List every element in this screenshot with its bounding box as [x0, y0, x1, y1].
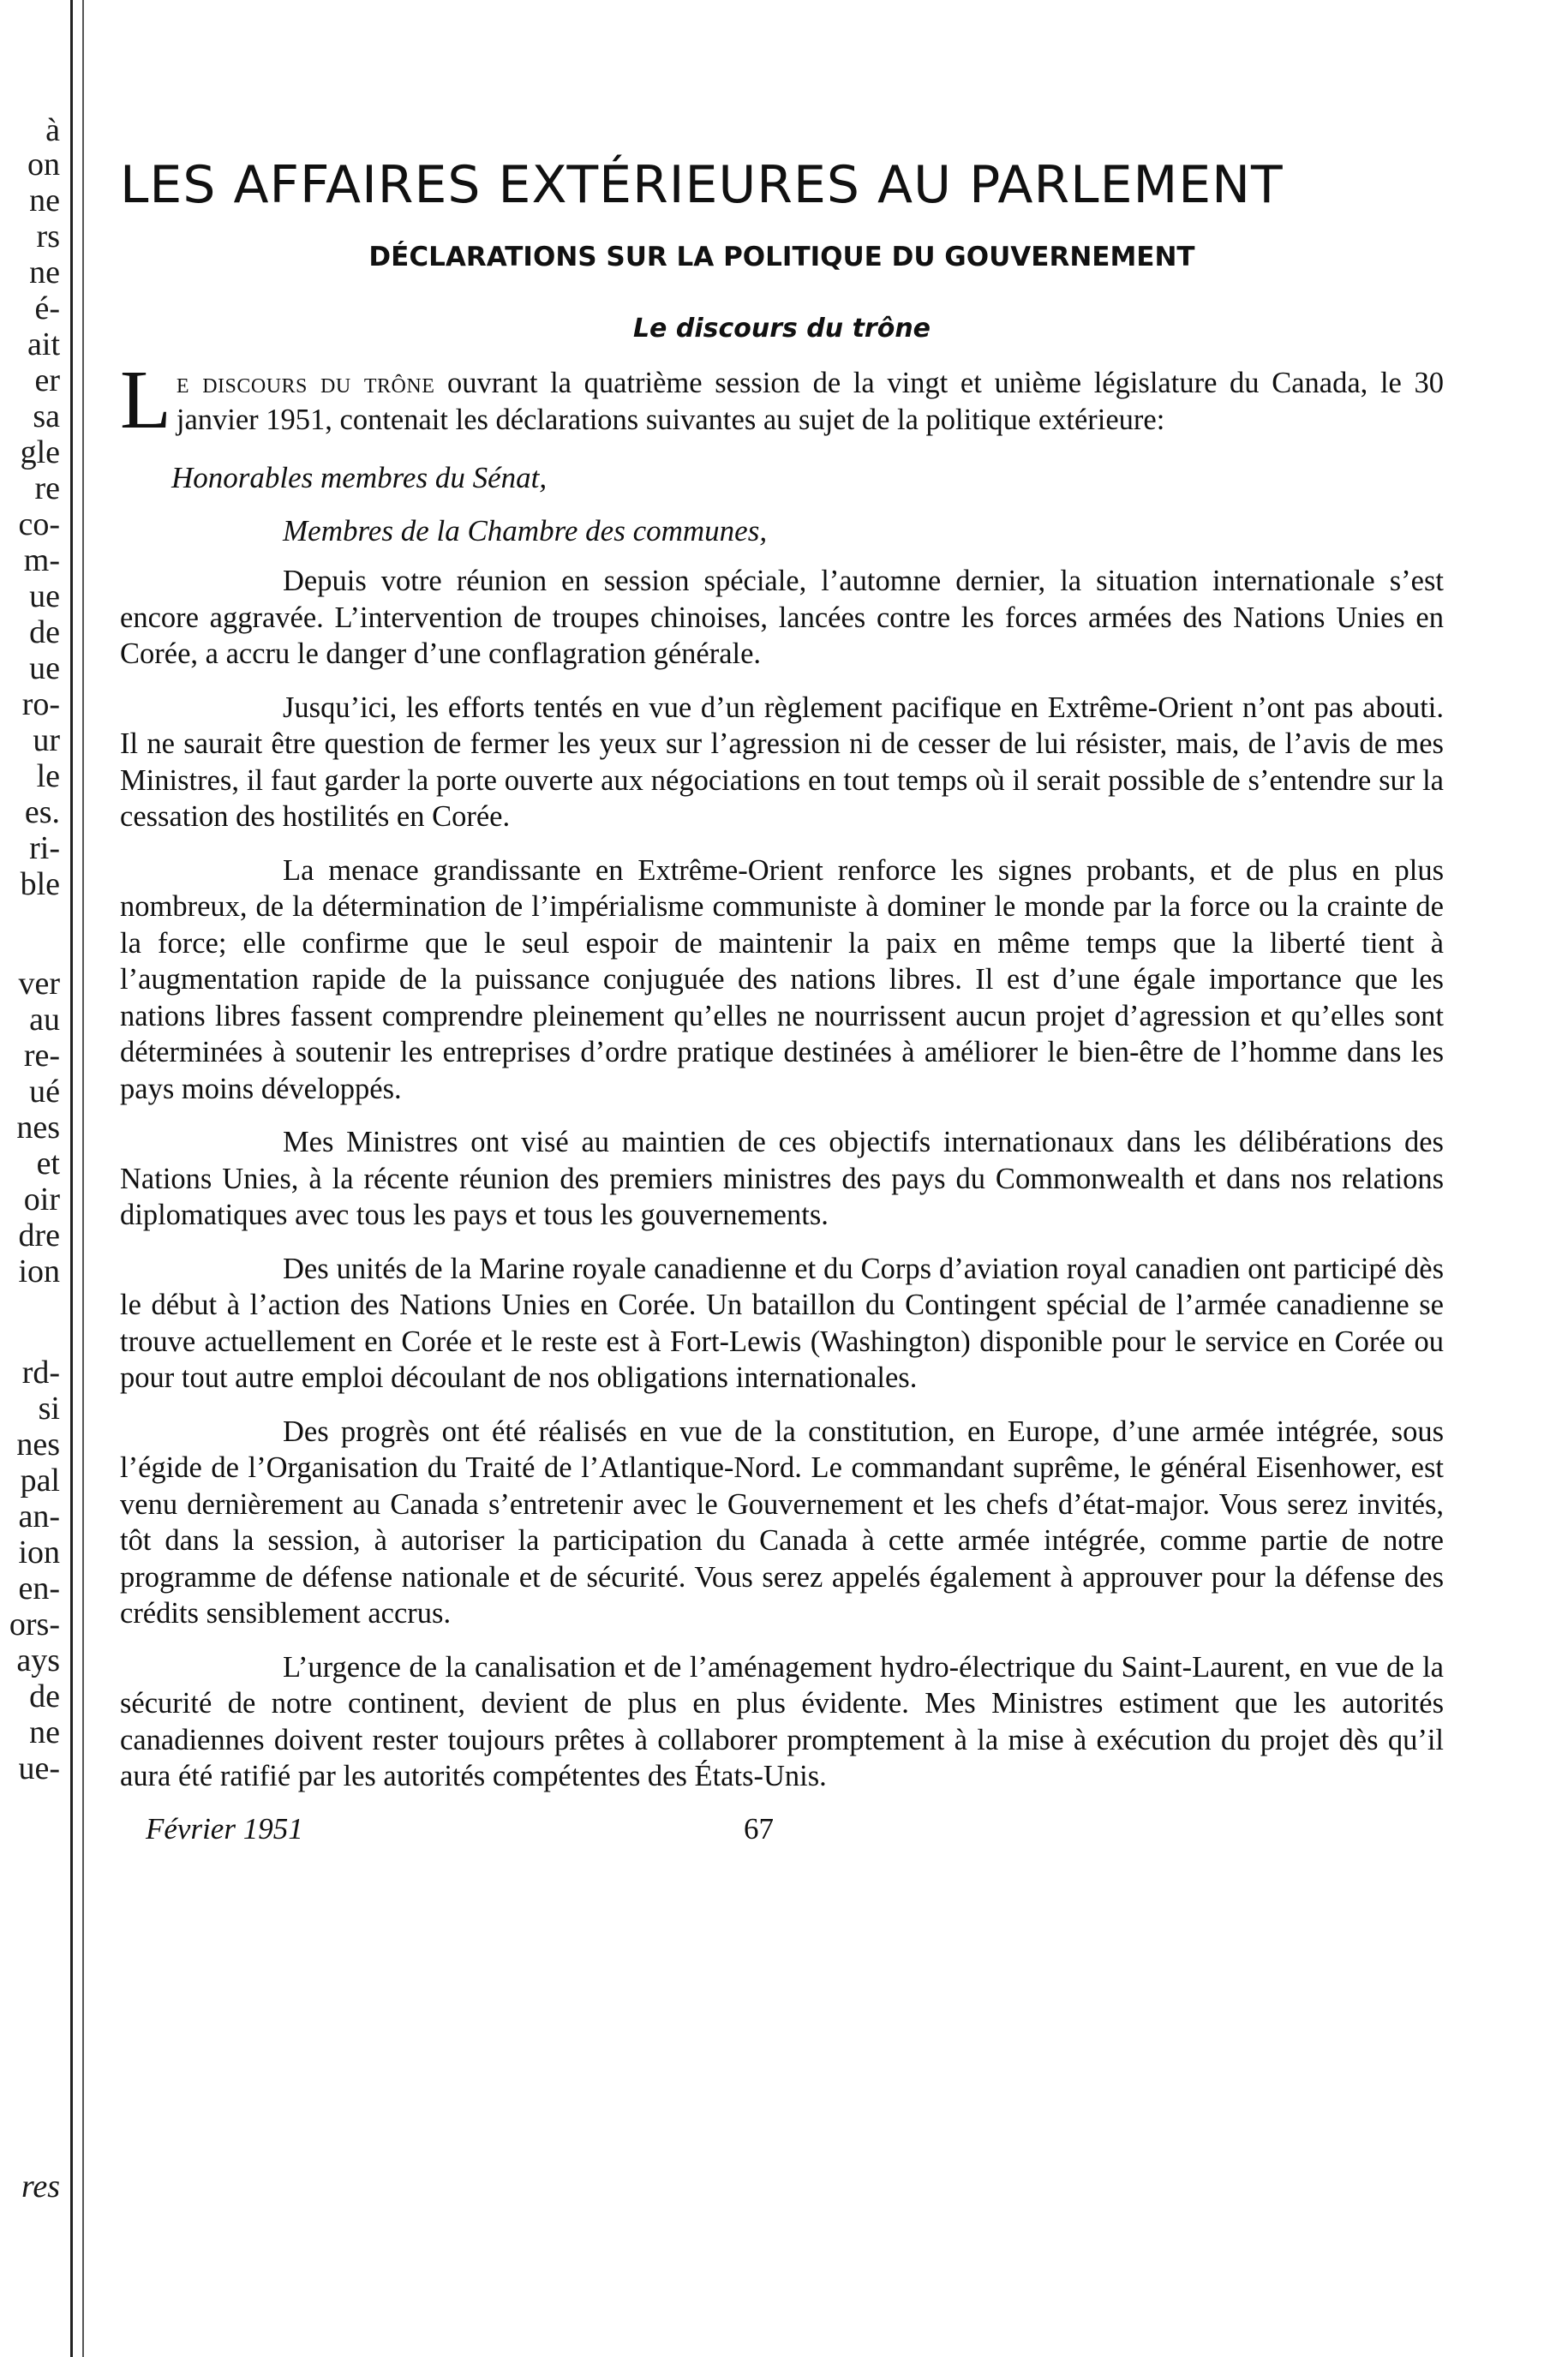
fragment: ble — [20, 866, 60, 902]
fragment: es. — [24, 794, 60, 830]
fragment: ait — [27, 326, 60, 362]
fragment: er — [34, 362, 60, 398]
fragment: é- — [34, 290, 60, 326]
page-title: LES AFFAIRES EXTÉRIEURES AU PARLEMENT — [120, 155, 1284, 215]
lead-smallcaps: e discours du trône — [176, 367, 435, 399]
fragment: res — [21, 2169, 60, 2204]
fragment: rs — [36, 218, 60, 254]
paragraph: La menace grandissante en Extrême-Orient renforce les signes probants, et de plus en plus nombreux, de la détermination de l’impérialisme communiste à dominer le monde par la force ou la crainte de la force; elle confirme que le seul espoir de maintenir la paix en même temps que la liberté tient à l’augmentation rapide de la puissance conjuguée des nations libres. Il est d’une égale importance que les nations libres fassent comprendre pleinement qu’elles ne nourrissent aucun projet d’agression et qu’elles sont déterminées à soutenir les entreprises d’ordre pratique destinées à améliorer le bien-être de l’homme dans les pays moins développés. — [120, 853, 1444, 1105]
fragment: en- — [18, 1570, 60, 1606]
fragment: ion — [18, 1534, 60, 1570]
page — [120, 129, 1444, 1855]
page-footer — [120, 1812, 1444, 1855]
fragment: rd- — [21, 1355, 60, 1391]
fragment: ors- — [9, 1606, 60, 1642]
drop-cap: L — [120, 354, 171, 446]
fragment: re — [34, 470, 60, 506]
fragment: ue — [29, 650, 60, 686]
fragment: ne — [29, 1714, 60, 1750]
page-number: 67 — [744, 1811, 774, 1846]
fragment: nes — [16, 1110, 60, 1146]
fragment: de — [29, 614, 60, 650]
fragment: au — [29, 1002, 60, 1038]
fragment: ue- — [18, 1750, 60, 1786]
fragment: le — [36, 758, 60, 794]
binding-edge — [70, 0, 73, 2357]
salutation-senate: Honorables membres du Sénat, — [171, 461, 548, 494]
fragment: on — [27, 147, 60, 182]
fragment: gle — [20, 434, 60, 470]
fragment: de — [29, 1678, 60, 1714]
lead-text: ouvrant la quatrième session de la vingt et unième législature du Canada, le 30 janvier 1951, contenait les déclarations suivantes au sujet de la politique extérieure: — [176, 367, 1444, 436]
binding-edge — [82, 0, 84, 2357]
fragment: ion — [18, 1253, 60, 1289]
fragment: re- — [23, 1038, 60, 1074]
lead-paragraph — [120, 354, 1444, 446]
fragment: sa — [33, 398, 60, 434]
facing-page-fragments — [0, 0, 62, 2357]
fragment: ays — [16, 1642, 60, 1678]
paragraph: Mes Ministres ont visé au maintien de ces objectifs internationaux dans les délibérations des Nations Unies, à la récente réunion des premiers ministres des pays du Commonwealth et dans nos relations diplomatiques avec tous les pays et tous les gouvernements. — [120, 1126, 1444, 1231]
paragraph: Jusqu’ici, les efforts tentés en vue d’un règlement pacifique en Extrême-Orient n’ont pas abouti. Il ne saurait être question de fermer les yeux sur l’agression ni de cesser de lui résister, mais, de l’avis de mes Ministres, il faut garder la porte ouverte aux négociations en tout temps où il serait possible de s’entendre sur la cessation des hostilités en Corée. — [120, 691, 1444, 833]
footer-date: Février 1951 — [146, 1811, 303, 1846]
fragment: m- — [23, 542, 60, 578]
fragment: oir — [23, 1181, 60, 1217]
fragment: ne — [29, 254, 60, 290]
paragraph: L’urgence de la canalisation et de l’aménagement hydro-électrique du Saint-Laurent, en vue de la sécurité de notre continent, devient de plus en plus évidente. Mes Ministres estiment que les autorités canadiennes doivent rester toujours prêtes à collaborer promptement à la mise à exécution du projet dès qu’il aura été ratifié par les autorités compétentes des États-Unis. — [120, 1650, 1444, 1792]
fragment: ri- — [29, 830, 60, 866]
section-title: Le discours du trône — [632, 314, 931, 344]
fragment: ur — [33, 722, 60, 758]
fragment: si — [38, 1391, 60, 1427]
paragraph: Des progrès ont été réalisés en vue de la constitution, en Europe, d’une armée intégrée, sous l’égide de l’Organisation du Traité de l’Atlantique-Nord. Le commandant suprême, le général Eisenhower, est venu dernièrement au Canada s’entretenir avec le Gouvernement et les chefs d’état-major. Vous serez invités, tôt dans la session, à autoriser la participation du Canada à cette armée intégrée, comme partie de notre programme de défense nationale et de sécurité. Vous serez appelés également à approuver pour la défense des crédits sensiblement accrus. — [120, 1415, 1444, 1630]
fragment: nes — [16, 1427, 60, 1463]
page-subtitle: DÉCLARATIONS SUR LA POLITIQUE DU GOUVERNEMENT — [368, 242, 1195, 272]
paragraph: Des unités de la Marine royale canadienne et du Corps d’aviation royal canadien ont participé dès le début à l’action des Nations Unies en Corée. Un bataillon du Contingent spécial de l’armée canadienne se trouve actuellement en Corée et le reste est à Fort-Lewis (Washington) disponible pour le service en Corée ou pour tout autre emploi découlant de nos obligations internationales. — [120, 1252, 1444, 1394]
paragraph: Depuis votre réunion en session spéciale, l’automne dernier, la situation internationale s’est encore aggravée. L’intervention de troupes chinoises, lancées contre les forces armées des Nations Unies en Corée, a accru le danger d’une conflagration générale. — [120, 565, 1444, 670]
fragment: et — [36, 1146, 60, 1181]
fragment: an- — [18, 1499, 60, 1534]
fragment: pal — [20, 1463, 60, 1499]
fragment: ro- — [21, 686, 60, 722]
fragment: dre — [18, 1217, 60, 1253]
fragment: ne — [29, 182, 60, 218]
fragment: ué — [29, 1074, 60, 1110]
fragment: ver — [18, 966, 60, 1002]
fragment: à — [45, 112, 60, 148]
fragment: co- — [18, 506, 60, 542]
fragment: ue — [29, 578, 60, 614]
salutation-commons: Membres de la Chambre des communes, — [283, 514, 768, 547]
